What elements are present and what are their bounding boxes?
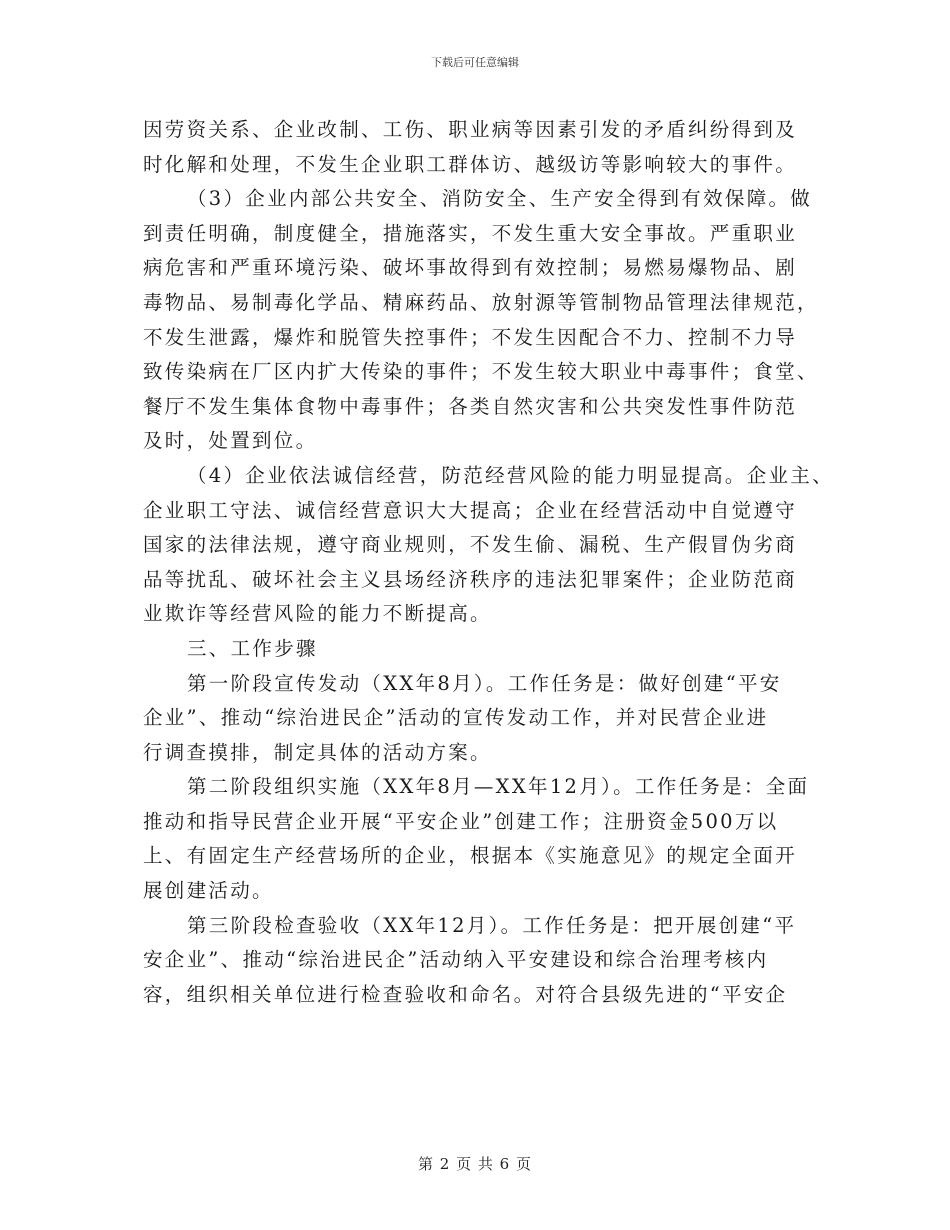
text-line: 到责任明确，制度健全，措施落实，不发生重大安全事故。严重职业 (143, 221, 798, 245)
text-line: 推动和指导民营企业开展“平安企业”创建工作；注册资金500万以 (143, 809, 779, 833)
text-line: （3）企业内部公共安全、消防安全、生产安全得到有效保障。做 (187, 187, 813, 211)
page-footer: 第 2 页 共 6 页 (418, 1155, 532, 1173)
text-line: 安企业”、推动“综治进民企”活动纳入平安建设和综合治理考核内 (143, 948, 769, 972)
text-line: 第三阶段检查验收（XX年12月）。工作任务是：把开展创建“平 (187, 913, 797, 937)
text-line: 三、工作步骤 (187, 636, 318, 660)
text-line: 因劳资关系、企业改制、工伤、职业病等因素引发的矛盾纠纷得到及 (143, 118, 798, 141)
document-body (143, 113, 834, 1012)
text-line: 国家的法律法规，遵守商业规则，不发生偷、漏税、生产假冒伪劣商 (143, 533, 798, 557)
text-line: 餐厅不发生集体食物中毒事件；各类自然灾害和公共突发性事件防范 (143, 394, 798, 418)
text-line: 第一阶段宣传发动（XX年8月）。工作任务是：做好创建“平安 (187, 671, 782, 695)
text-line: 行调查摸排，制定具体的活动方案。 (143, 740, 492, 764)
text-line: 业欺诈等经营风险的能力不断提高。 (143, 602, 492, 626)
text-line: （4）企业依法诚信经营，防范经营风险的能力明显提高。企业主、 (187, 463, 834, 487)
text-line: 及时，处置到位。 (143, 429, 318, 453)
text-line: 企业”、推动“综治进民企”活动的宣传发动工作，并对民营企业进 (143, 706, 769, 730)
text-line: 上、有固定生产经营场所的企业，根据本《实施意见》的规定全面开 (143, 844, 798, 868)
text-line: 展创建活动。 (143, 879, 274, 903)
text-line: 毒物品、易制毒化学品、精麻药品、放射源等管制物品管理法律规范， (143, 290, 819, 314)
text-line: 企业职工守法、诚信经营意识大大提高；企业在经营活动中自觉遵守 (143, 498, 798, 522)
text-line: 病危害和严重环境污染、破坏事故得到有效控制；易燃易爆物品、剧 (143, 256, 798, 280)
text-line: 时化解和处理，不发生企业职工群体访、越级访等影响较大的事件。 (143, 152, 798, 176)
text-line: 容，组织相关单位进行检查验收和命名。对符合县级先进的“平安企 (143, 982, 788, 1006)
text-line: 品等扰乱、破坏社会主义县场经济秩序的违法犯罪案件；企业防范商 (143, 567, 798, 591)
page-header: 下载后可任意编辑 (431, 56, 519, 69)
text-line: 致传染病在厂区内扩大传染的事件；不发生较大职业中毒事件；食堂、 (143, 360, 819, 384)
text-line: 不发生泄露，爆炸和脱管失控事件；不发生因配合不力、控制不力导 (143, 325, 798, 349)
text-line: 第二阶段组织实施（XX年8月—XX年12月）。工作任务是：全面 (187, 775, 810, 799)
